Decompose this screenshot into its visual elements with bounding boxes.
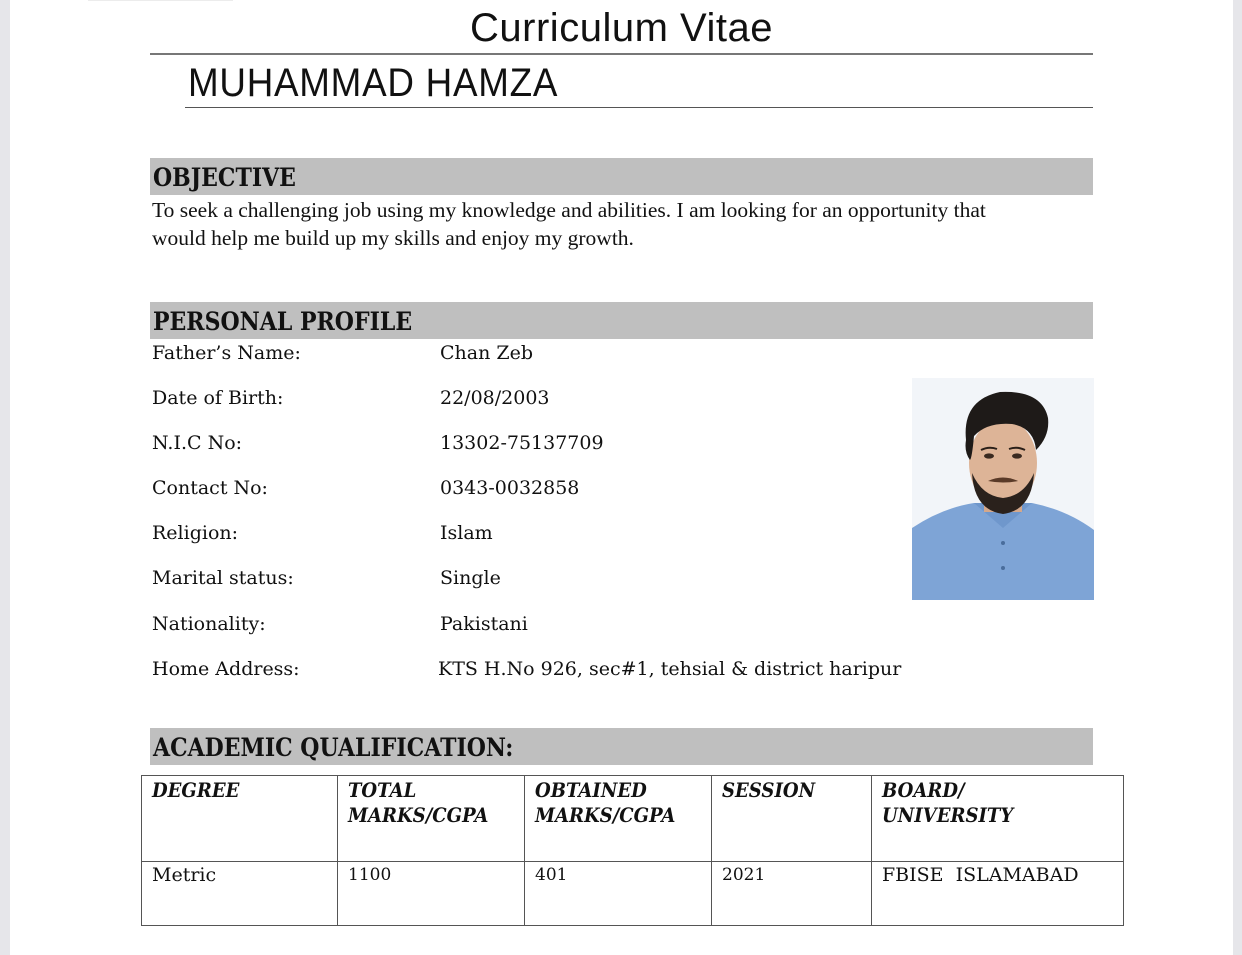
cell-total-marks: 1100 (338, 862, 525, 926)
profile-value: KTS H.No 926, sec#1, tehsial & district haripur (438, 658, 902, 680)
portrait-illustration (912, 378, 1094, 600)
table-row (142, 862, 1124, 926)
profile-label: Nationality: (152, 613, 266, 635)
profile-value: 0343-0032858 (440, 477, 580, 499)
column-header-degree: DEGREE (142, 776, 338, 862)
profile-photo (912, 378, 1094, 600)
column-header-obtained-marks: OBTAINED MARKS/CGPA (525, 776, 712, 862)
page-edge-mark (88, 0, 233, 1)
cell-degree: Metric (142, 862, 338, 926)
document-title: Curriculum Vitae (470, 6, 773, 50)
profile-label: Date of Birth: (152, 387, 284, 409)
profile-label: Father’s Name: (152, 342, 301, 364)
objective-line: would help me build up my skills and enjoy my growth. (152, 226, 634, 250)
profile-value: Single (440, 567, 501, 589)
profile-value: Pakistani (440, 613, 528, 635)
title-divider (150, 53, 1093, 55)
profile-label: N.I.C No: (152, 432, 243, 454)
candidate-name: MUHAMMAD HAMZA (188, 61, 559, 105)
objective-text (152, 196, 1097, 252)
profile-value: 22/08/2003 (440, 387, 550, 409)
name-divider (185, 107, 1093, 108)
column-header-total-marks: TOTAL MARKS/CGPA (338, 776, 525, 862)
table-header-row (142, 776, 1124, 862)
academic-heading-bar (150, 728, 1093, 765)
profile-value: Islam (440, 522, 493, 544)
academic-heading: ACADEMIC QUALIFICATION: (153, 733, 514, 762)
profile-label: Marital status: (152, 567, 294, 589)
personal-profile-heading: PERSONAL PROFILE (153, 307, 413, 336)
profile-label: Contact No: (152, 477, 268, 499)
cell-session: 2021 (712, 862, 872, 926)
academic-table (141, 775, 1124, 926)
personal-profile-heading-bar (150, 302, 1093, 339)
objective-heading-bar (150, 158, 1093, 195)
profile-label: Religion: (152, 522, 239, 544)
profile-label: Home Address: (152, 658, 300, 680)
cell-obtained-marks: 401 (525, 862, 712, 926)
profile-value: 13302-75137709 (440, 432, 604, 454)
column-header-session: SESSION (712, 776, 872, 862)
objective-heading: OBJECTIVE (153, 163, 296, 192)
column-header-board-university: BOARD/ UNIVERSITY (872, 776, 1124, 862)
profile-value: Chan Zeb (440, 342, 533, 364)
objective-line: To seek a challenging job using my knowledge and abilities. I am looking for an opportunity that (152, 198, 986, 222)
cell-board-university: FBISE ISLAMABAD (872, 862, 1124, 926)
document-page (10, 0, 1233, 955)
